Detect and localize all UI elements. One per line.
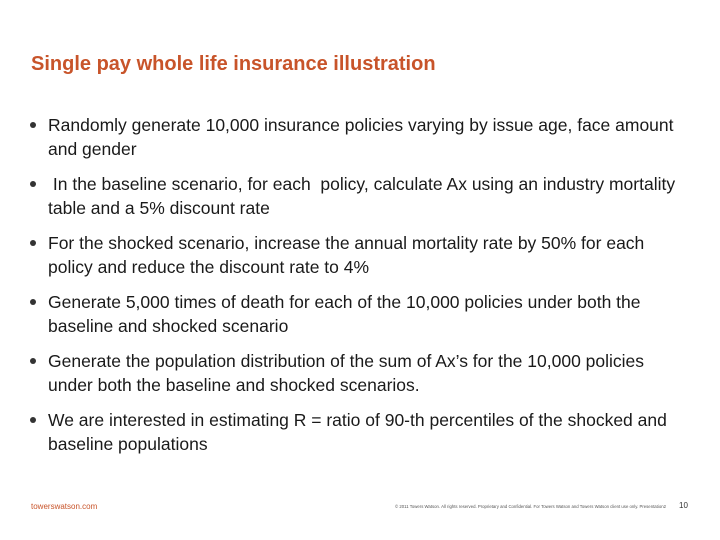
bullet-item (30, 349, 690, 408)
bullet-dot-icon (30, 299, 36, 305)
bullet-text: In the baseline scenario, for each policy, calculate Ax using an industry mortality table and a 5% discount rate (48, 174, 680, 218)
footer-brand-link[interactable]: towerswatson.com (31, 502, 98, 511)
footer-copyright: © 2011 Towers Watson. All rights reserved. Proprietary and Confidential. For Towers Watson and Towers Watson client use only. Presentation2 (395, 504, 666, 509)
slide-title: Single pay whole life insurance illustration (31, 53, 436, 75)
bullet-dot-icon (30, 181, 36, 187)
bullet-dot-icon (30, 122, 36, 128)
bullet-item (30, 113, 690, 172)
bullet-item (30, 408, 690, 467)
bullet-item (30, 231, 690, 290)
bullet-text: For the shocked scenario, increase the annual mortality rate by 50% for each policy and reduce the discount rate to 4% (48, 233, 645, 277)
bullet-text: Generate 5,000 times of death for each of the 10,000 policies under both the baseline and shocked scenario (48, 292, 641, 336)
bullet-text: We are interested in estimating R = ratio of 90-th percentiles of the shocked and baseline populations (48, 410, 667, 454)
bullet-dot-icon (30, 417, 36, 423)
bullet-dot-icon (30, 358, 36, 364)
bullet-list (30, 113, 690, 467)
bullet-dot-icon (30, 240, 36, 246)
bullet-item (30, 290, 690, 349)
bullet-text: Generate the population distribution of the sum of Ax’s for the 10,000 policies under both the baseline and shocked scenarios. (48, 351, 645, 395)
bullet-item (30, 172, 690, 231)
page-number: 10 (679, 501, 688, 510)
bullet-text: Randomly generate 10,000 insurance policies varying by issue age, face amount and gender (48, 115, 674, 159)
